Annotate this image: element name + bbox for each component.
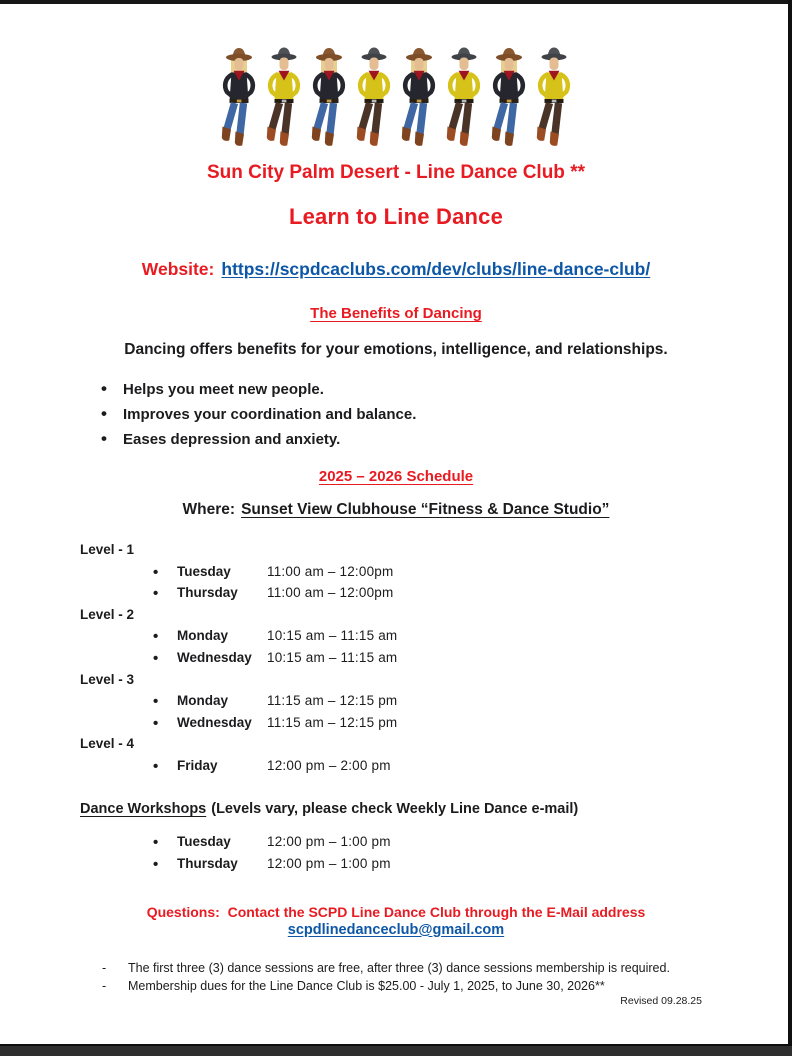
cowgirl-dancer-icon xyxy=(491,48,522,146)
scan-top-border xyxy=(0,0,792,4)
session-day: Wednesday xyxy=(177,714,252,730)
cowboy-dancer-icon xyxy=(446,48,477,146)
session-day: Tuesday xyxy=(177,833,231,849)
club-title: Sun City Palm Desert - Line Dance Club ** xyxy=(207,162,585,183)
session-day: Monday xyxy=(177,628,229,644)
session-day: Wednesday xyxy=(177,649,252,665)
schedule-levels xyxy=(0,542,792,780)
session-time: 10:15 am – 11:15 am xyxy=(267,628,398,644)
workshop-session-row xyxy=(0,834,792,856)
level-label: Level - 1 xyxy=(80,542,135,557)
where-value: Sunset View Clubhouse “Fitness & Dance Studio” xyxy=(241,501,610,518)
workshops-heading: Dance Workshops xyxy=(80,800,207,817)
session-day: Friday xyxy=(177,757,218,773)
flyer-subtitle: Learn to Line Dance xyxy=(288,204,504,229)
footnote-row xyxy=(0,959,792,977)
session-day: Monday xyxy=(177,693,229,709)
benefit-item xyxy=(0,430,792,449)
session-time: 10:15 am – 11:15 am xyxy=(267,649,398,665)
workshop-sessions xyxy=(0,834,792,878)
revised-date: Revised 09.28.25 xyxy=(620,994,702,1007)
session-time: 12:00 pm – 1:00 pm xyxy=(267,855,391,871)
benefit-item-text: Eases depression and anxiety. xyxy=(123,431,341,448)
benefits-list xyxy=(0,380,792,449)
footnote-text: The first three (3) dance sessions are free, after three (3) dance sessions membership is required. xyxy=(128,960,670,975)
cowboy-dancer-icon xyxy=(266,48,297,146)
cowboy-dancer-icon xyxy=(356,48,387,146)
session-time: 11:15 am – 12:15 pm xyxy=(267,693,398,709)
session-time: 11:00 am – 12:00pm xyxy=(267,563,394,579)
questions-line: Questions: Contact the SCPD Line Dance Club through the E-Mail address xyxy=(146,903,646,920)
cowgirl-dancer-icon xyxy=(221,48,252,146)
benefits-heading: The Benefits of Dancing xyxy=(310,305,482,322)
website-link[interactable]: https://scpdcaclubs.com/dev/clubs/line-dance-club/ xyxy=(221,259,651,279)
session-day: Thursday xyxy=(177,585,238,601)
session-day: Thursday xyxy=(177,855,238,871)
benefit-item xyxy=(0,380,792,399)
workshop-session-row xyxy=(0,856,792,878)
schedule-session-row xyxy=(0,564,792,586)
schedule-session-row xyxy=(0,585,792,607)
session-time: 12:00 pm – 1:00 pm xyxy=(267,833,391,849)
schedule-session-row xyxy=(0,693,792,715)
email-row xyxy=(0,921,792,939)
footnotes xyxy=(0,959,792,995)
session-time: 11:00 am – 12:00pm xyxy=(267,585,394,601)
cowgirl-dancer-icon xyxy=(401,48,432,146)
benefits-intro: Dancing offers benefits for your emotions, intelligence, and relationships. xyxy=(124,341,668,358)
website-row xyxy=(0,258,792,280)
scan-bottom-bar xyxy=(0,1044,792,1056)
line-dancers-illustration xyxy=(216,45,577,155)
session-day: Tuesday xyxy=(177,563,231,579)
cowgirl-dancer-icon xyxy=(311,48,342,146)
where-row xyxy=(0,500,792,519)
schedule-heading: 2025 – 2026 Schedule xyxy=(318,468,474,485)
website-label: Website: xyxy=(141,259,215,279)
footnote-text: Membership dues for the Line Dance Club is $25.00 - July 1, 2025, to June 30, 2026** xyxy=(128,978,605,993)
level-label: Level - 4 xyxy=(80,736,135,752)
benefit-item-text: Improves your coordination and balance. xyxy=(123,406,417,423)
schedule-session-row xyxy=(0,715,792,737)
schedule-session-row xyxy=(0,650,792,672)
workshops-note: (Levels vary, please check Weekly Line Dance e-mail) xyxy=(211,800,579,817)
cowboy-dancer-icon xyxy=(536,48,567,146)
where-label: Where: xyxy=(182,501,236,518)
benefit-item xyxy=(0,405,792,424)
benefit-item-text: Helps you meet new people. xyxy=(123,381,324,398)
level-label: Level - 2 xyxy=(80,606,135,622)
footnote-row xyxy=(0,977,792,995)
schedule-session-row xyxy=(0,758,792,780)
schedule-session-row xyxy=(0,628,792,650)
email-link[interactable]: scpdlinedanceclub@gmail.com xyxy=(287,921,505,938)
workshops-heading-row xyxy=(0,801,792,818)
level-label: Level - 3 xyxy=(80,671,135,687)
session-time: 12:00 pm – 2:00 pm xyxy=(267,757,391,773)
scan-right-border xyxy=(788,0,792,1056)
session-time: 11:15 am – 12:15 pm xyxy=(267,714,398,730)
